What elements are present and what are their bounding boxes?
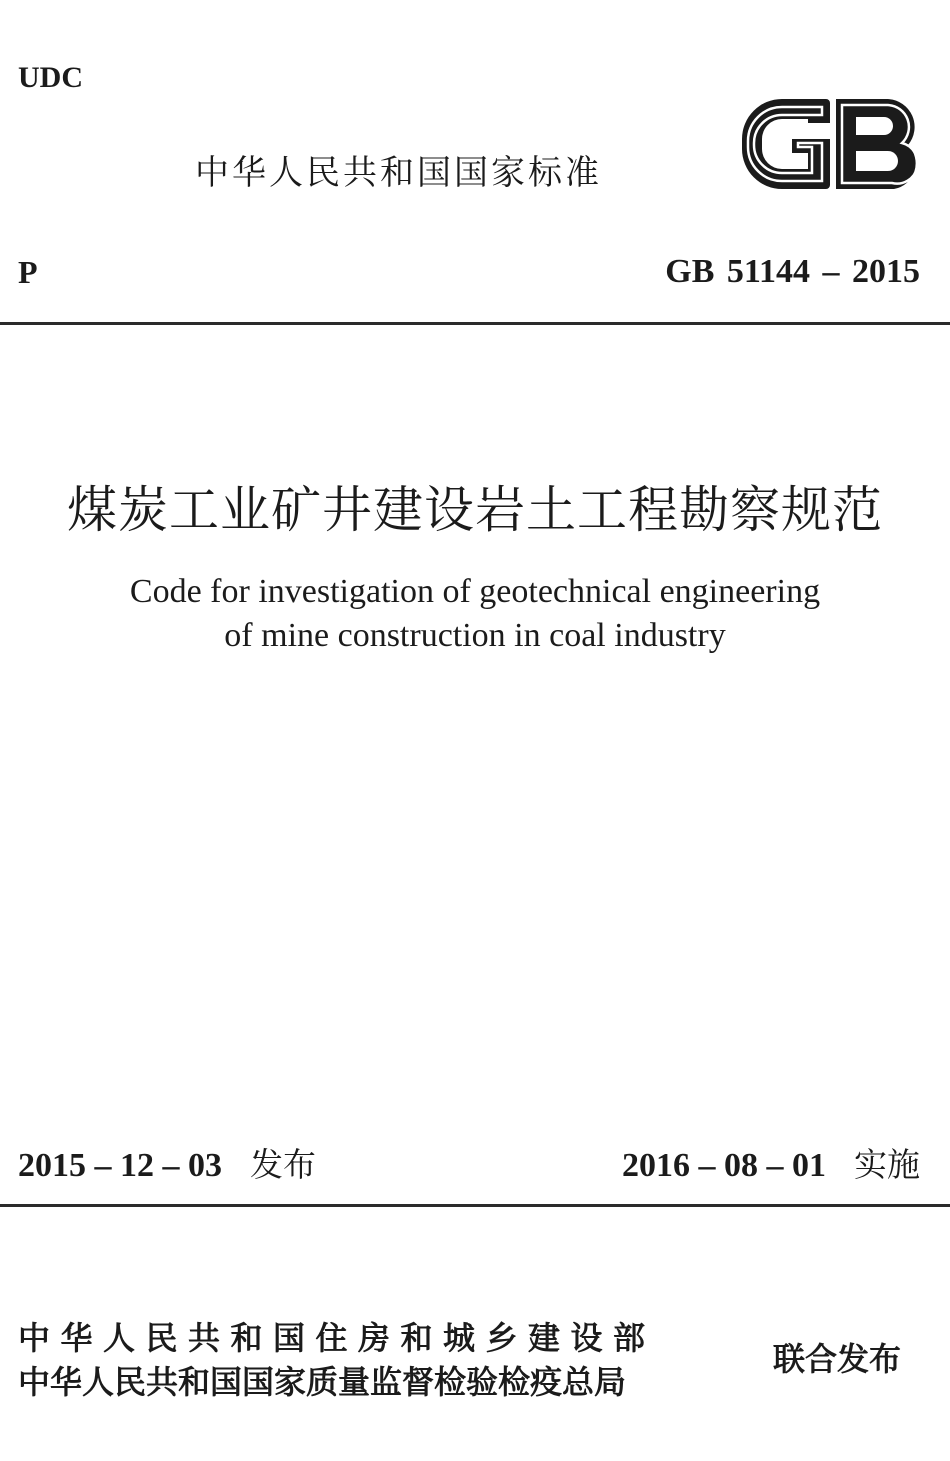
title-english-line-2: of mine construction in coal industry bbox=[224, 617, 726, 654]
issue-date-block bbox=[18, 1143, 316, 1188]
standard-number: GB 51144 – 2015 bbox=[665, 253, 920, 290]
joint-publish-label: 联合发布 bbox=[773, 1340, 902, 1378]
issue-label: 发布 bbox=[250, 1145, 316, 1184]
gb-logo bbox=[738, 95, 922, 193]
bottom-divider bbox=[0, 1204, 950, 1207]
title-english-line-1: Code for investigation of geotechnical engineering bbox=[129, 573, 821, 610]
standard-type: 中华人民共和国国家标准 bbox=[195, 153, 602, 193]
effective-date: 2016 – 08 – 01 bbox=[622, 1147, 826, 1184]
effective-date-block bbox=[622, 1143, 920, 1188]
issue-date: 2015 – 12 – 03 bbox=[18, 1147, 222, 1184]
category-code: P bbox=[18, 254, 38, 290]
title-chinese: 煤炭工业矿井建设岩土工程勘察规范 bbox=[67, 481, 883, 539]
effective-label: 实施 bbox=[854, 1145, 920, 1184]
top-divider bbox=[0, 322, 950, 325]
udc-label: UDC bbox=[18, 61, 83, 94]
publisher-line-2: 中华人民共和国国家质量监督检验检疫总局 bbox=[18, 1363, 627, 1401]
gb-logo-icon bbox=[738, 95, 922, 193]
title-english bbox=[0, 570, 950, 658]
publisher-line-1: 中华人民共和国住房和城乡建设部 bbox=[18, 1319, 656, 1357]
